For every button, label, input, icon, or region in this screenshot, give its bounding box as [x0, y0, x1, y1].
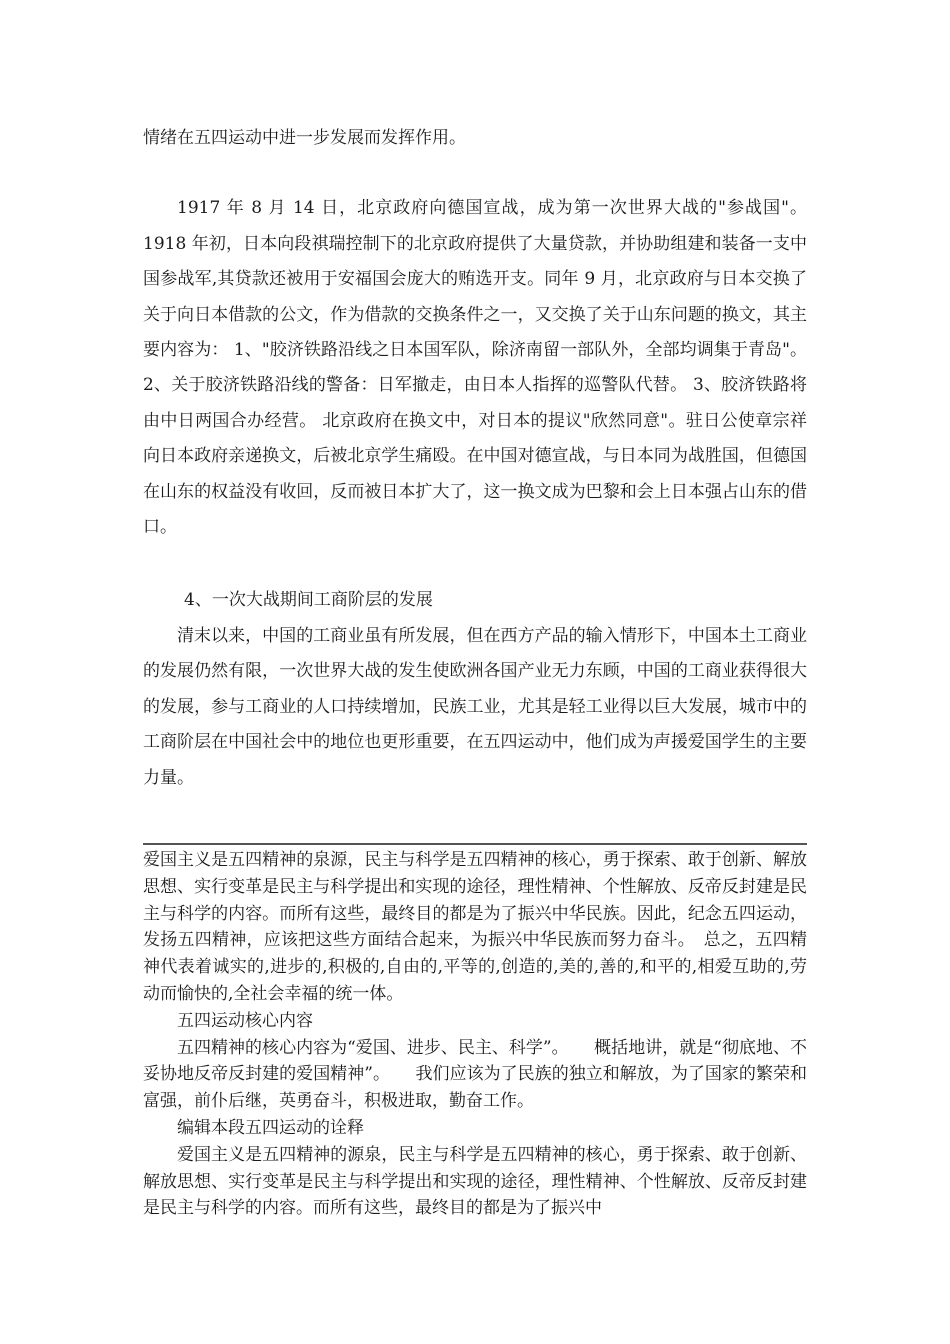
paragraph-1917-declaration: 1917 年 8 月 14 日，北京政府向德国宣战，成为第一次世界大战的"参战国"。1918 年初，日本向段祺瑞控制下的北京政府提供了大量贷款，并协助组建和装备一支中国参战军,其贷款还被用于安福国会庞大的贿选开支。同年 9 月，北京政府与日本交换了关于向日本借款的公文，作为借款的交换条件之一，又交换了关于山东问题的换文，其主要内容为： 1、"胶济铁路沿线之日本国军队，除济南留一部队外，全部均调集于青岛"。2、关于胶济铁路沿线的警备：日军撤走，由日本人指挥的巡警队代替。 3、胶济铁路将由中日两国合办经营。 北京政府在换文中，对日本的提议"欣然同意"。驻日公使章宗祥向日本政府亲递换文，后被北京学生痛殴。在中国对德宣战，与日本同为战胜国，但德国在山东的权益没有收回，反而被日本扩大了，这一换文成为巴黎和会上日本强占山东的借口。	[143, 198, 807, 538]
section-heading-merchant-class: 4、一次大战期间工商阶层的发展	[184, 590, 433, 611]
heading-interpretation: 编辑本段五四运动的诠释	[177, 1117, 364, 1138]
paragraph-may-fourth-spirit: 爱国主义是五四精神的泉源，民主与科学是五四精神的核心，勇于探索、敢于创新、解放思想、实行变革是民主与科学提出和实现的途径，理性精神、个性解放、反帝反封建是民主与科学的内容。而所有这些，最终目的都是为了振兴中华民族。因此，纪念五四运动，发扬五四精神，应该把这些方面结合起来，为振兴中华民族而努力奋斗。 总之，五四精神代表着诚实的,进步的,积极的,自由的,平等的,创造的,美的,善的,和平的,相爱互助的,劳动而愉快的,全社会幸福的统一体。	[143, 850, 807, 1004]
lower-section	[143, 847, 807, 1222]
paragraph-intro: 情绪在五四运动中进一步发展而发挥作用。	[143, 128, 466, 148]
paragraph-interpretation: 爱国主义是五四精神的源泉，民主与科学是五四精神的核心，勇于探索、敢于创新、解放思想、实行变革是民主与科学提出和实现的途径，理性精神、个性解放、反帝反封建是民主与科学的内容。而所有这些，最终目的都是为了振兴中	[143, 1144, 807, 1219]
paragraph-core-content: 五四精神的核心内容为“爱国、进步、民主、科学”。 概括地讲，就是“彻底地、不妥协地反帝反封建的爱国精神”。 我们应该为了民族的独立和解放，为了国家的繁荣和富强，前仆后继，英勇奋斗，积极进取，勤奋工作。	[143, 1037, 807, 1112]
upper-section	[143, 121, 807, 796]
section-divider	[143, 843, 807, 845]
paragraph-spacer	[143, 545, 807, 583]
heading-core-content: 五四运动核心内容	[177, 1010, 313, 1031]
paragraph-spacer	[143, 156, 807, 191]
paragraph-merchant-class: 清末以来，中国的工商业虽有所发展，但在西方产品的输入情形下，中国本土工商业的发展仍然有限，一次世界大战的发生使欧洲各国产业无力东顾，中国的工商业获得很大的发展，参与工商业的人口持续增加，民族工业，尤其是轻工业得以巨大发展，城市中的工商阶层在中国社会中的地位也更形重要，在五四运动中，他们成为声援爱国学生的主要力量。	[143, 625, 807, 788]
